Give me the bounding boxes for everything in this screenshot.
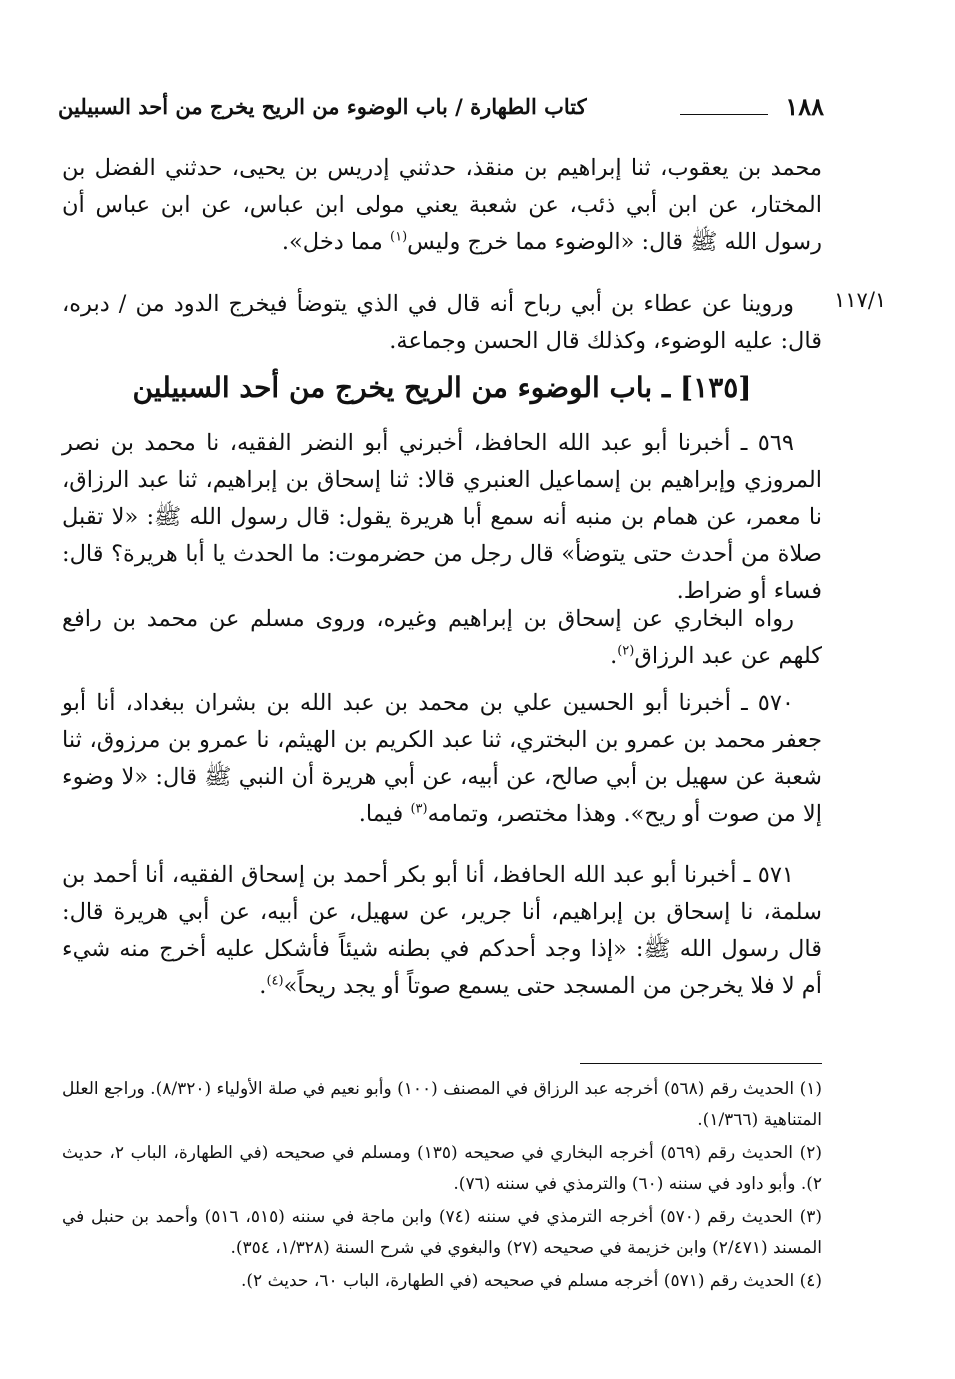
note-text-end: . [610,643,618,669]
running-title: كتاب الطهارة / باب الوضوء من الريح يخرج من أحد السبيلين [58,94,587,119]
hadith-569 [62,425,822,610]
paragraph-isnad-continuation [62,150,822,261]
header-rule [680,114,768,115]
margin-reference: ١١٧/١ [834,288,887,312]
note-text: رواه البخاري عن إسحاق بن إبراهيم وغيره، وروى مسلم عن محمد بن رافع كلهم عن عبد الرزاق [62,606,822,669]
footnote-marker: (٢) [617,643,635,659]
page-number: ١٨٨ [785,92,824,121]
footnote-4: (٤) الحديث رقم (٥٧١) أخرجه مسلم في صحيحه (في الطهارة، الباب ٦٠، حديث ٢). [240,1271,822,1291]
paragraph-text-end: مما دخل». [281,229,390,255]
paragraph-ata [62,286,822,360]
hadith-text: ٥٦٩ ـ أخبرنا أبو عبد الله الحافظ، أخبرني أبو النضر الفقيه، نا محمد بن نصر المروزي وإبراهيم بن إسماعيل العنبري قالا: ثنا إسحاق بن إبراهيم، ثنا عبد الرزاق، نا معمر، عن همام بن منبه أنه سمع أبا هريرة يقول: قال رسول الله ﷺ: «لا تقبل صلاة من أحدث حتى يتوضأ» قال رجل من حضرموت: ما الحدث يا أبا هريرة؟ قال: فساء أو ضراط. [62,430,822,604]
running-header [58,92,824,126]
hadith-570 [62,685,822,833]
hadith-571 [62,857,822,1005]
footnote-marker: (٤) [266,973,284,989]
hadith-text-end: . [259,973,267,999]
footnote-1: (١) الحديث رقم (٥٦٨) أخرجه عبد الرزاق في المصنف (١٠٠) وأبو نعيم في صلة الأولياء (٨/٣٢٠). وراجع العلل المتناهية (١/٣٦٦). [62,1079,822,1130]
footnotes [62,1074,822,1299]
hadith-text: ٥٧١ ـ أخبرنا أبو عبد الله الحافظ، أنا أبو بكر أحمد بن إسحاق الفقيه، أنا أحمد بن سلمة، نا إسحاق بن إبراهيم، أنا جرير، عن سهيل، عن أبيه، عن أبي هريرة قال: قال رسول الله ﷺ: «إذا وجد أحدكم في بطنه شيئاً فأشكل عليه أخرج منه شيء أم لا فلا يخرجن من المسجد حتى يسمع صوتاً أو يجد ريحاً» [62,862,822,999]
section-heading: [١٣٥] ـ باب الوضوء من الريح يخرج من أحد السبيلين [132,371,752,404]
hadith-569-note [62,601,822,675]
paragraph-text: محمد بن يعقوب، ثنا إبراهيم بن منقذ، حدثني إدريس بن يحيى، حدثني الفضل بن المختار، عن ابن أبي ذئب، عن شعبة يعني مولى ابن عباس، عن ابن عباس أن رسول الله ﷺ قال: «الوضوء مما خرج وليس [62,155,822,255]
hadith-text-end: فيما. [358,801,411,827]
footnote-marker: (١) [390,229,408,245]
footnote-3: (٣) الحديث رقم (٥٧٠) أخرجه الترمذي في سننه (٧٤) وابن ماجة في سننه (٥١٥، ٥١٦) وأحمد بن حنبل في المسند (٢/٤٧١) وابن خزيمة في صحيحه (٢٧) والبغوي في شرح السنة (١/٣٢٨، ٣٥٤). [62,1207,822,1258]
paragraph-text: وروينا عن عطاء بن أبي رباح أنه قال في الذي يتوضأ فيخرج الدود من / دبره، قال: عليه الوضوء، وكذلك قال الحسن وجماعة. [62,291,822,354]
footnote-marker: (٣) [410,801,428,817]
footnote-separator [580,1063,822,1064]
footnote-2: (٢) الحديث رقم (٥٦٩) أخرجه البخاري في صحيحه (١٣٥) ومسلم في صحيحه (في الطهارة، الباب ٢، حديث ٢). وأبو داود في سننه (٦٠) والترمذي في سننه (٧٦). [62,1143,822,1194]
hadith-text: ٥٧٠ ـ أخبرنا أبو الحسين علي بن محمد بن عبد الله بن بشران ببغداد، أنا أبو جعفر محمد بن عمرو بن البختري، ثنا عبد الكريم بن الهيثم، نا عمرو بن مرزوق، ثنا شعبة عن سهيل بن أبي صالح، عن أبيه، عن أبي هريرة أن النبي ﷺ قال: «لا وضوء إلا من صوت أو ريح». وهذا مختصر، وتمامه [62,690,822,827]
